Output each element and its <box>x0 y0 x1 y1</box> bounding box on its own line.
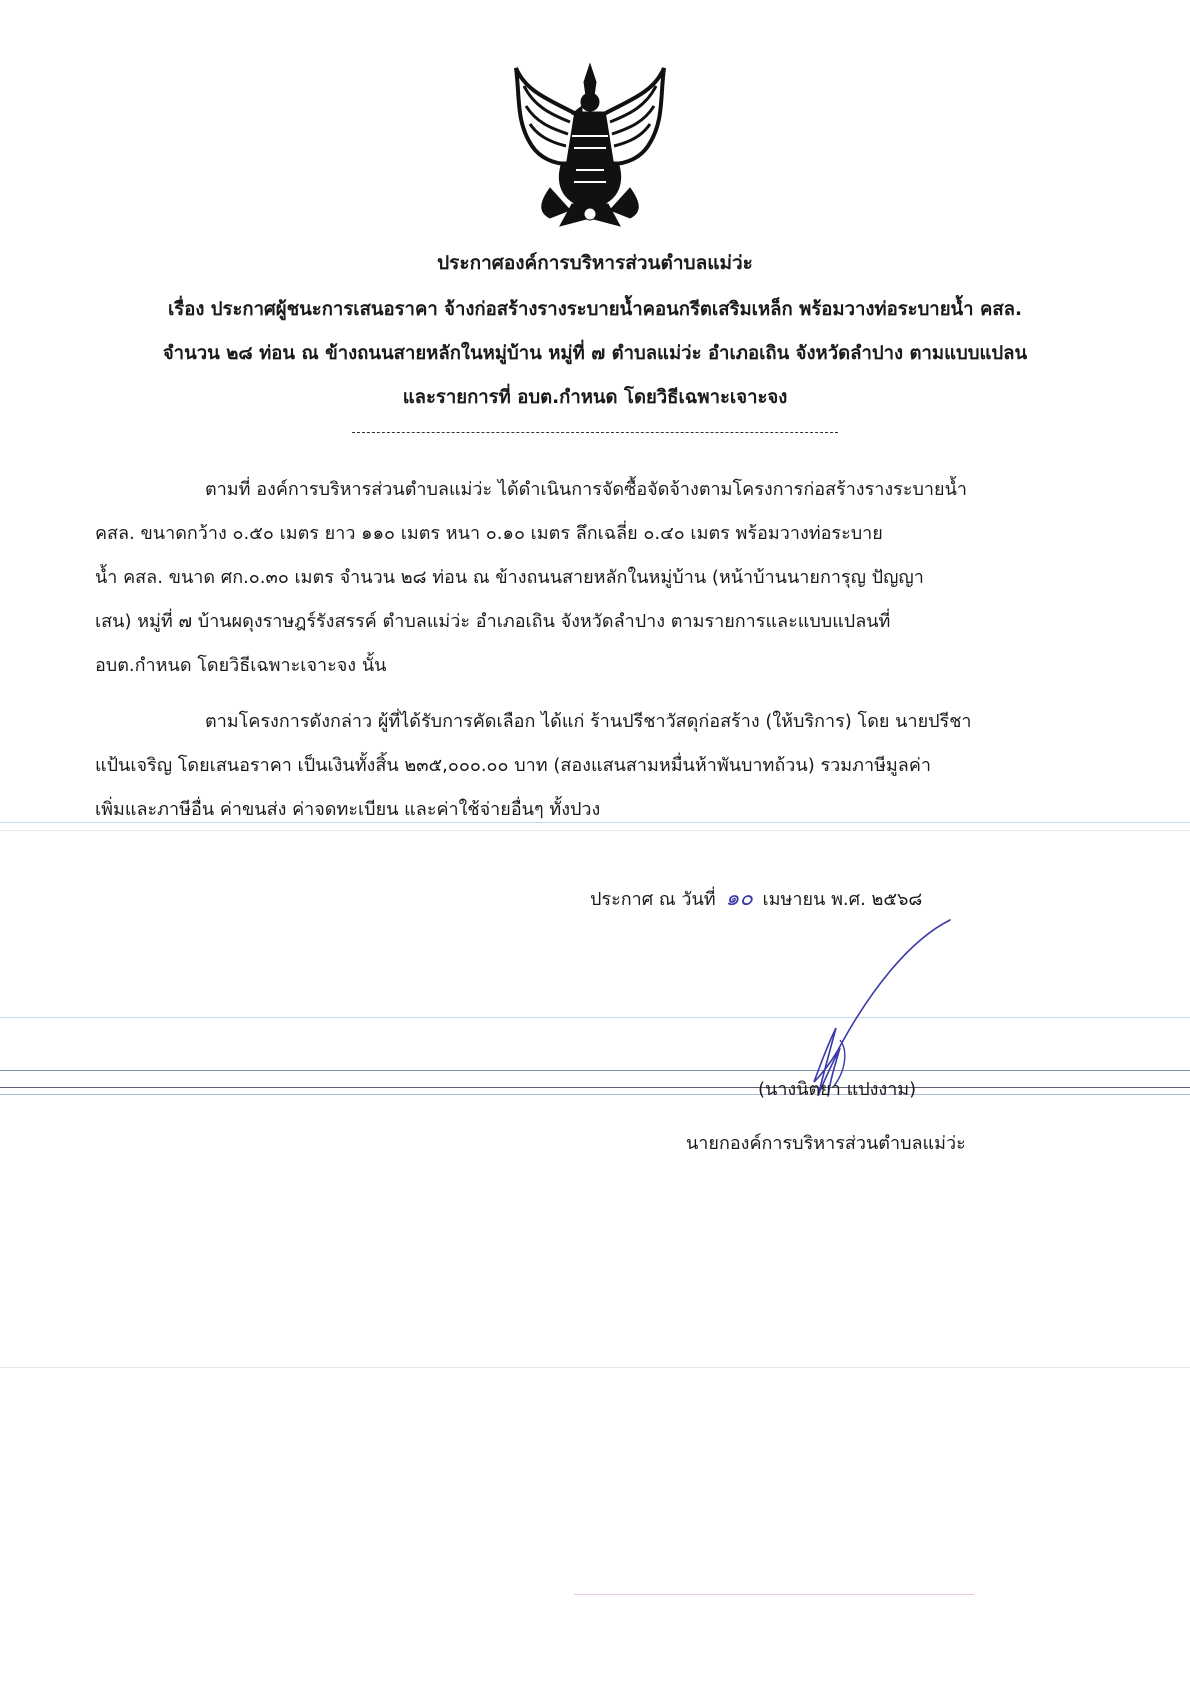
scan-line <box>0 1017 1190 1018</box>
header-divider <box>352 432 838 433</box>
scan-line <box>574 1594 974 1595</box>
paragraph-line: คสล. ขนาดกว้าง ๐.๕๐ เมตร ยาว ๑๑๐ เมตร หนา ๐.๑๐ เมตร ลึกเฉลี่ย ๐.๔๐ เมตร พร้อมวางท่อระบาย <box>95 523 883 544</box>
scan-line <box>0 1367 1190 1368</box>
paragraph-line: น้ำ คสล. ขนาด ศก.๐.๓๐ เมตร จำนวน ๒๘ ท่อน ณ ข้างถนนสายหลักในหมู่บ้าน (หน้าบ้านนายการุญ ปัญญา <box>95 567 924 588</box>
body-paragraph-1 <box>95 468 1080 688</box>
body-paragraph-2 <box>95 700 1080 832</box>
paragraph-line: เพิ่มและภาษีอื่น ค่าขนส่ง ค่าจดทะเบียน และค่าใช้จ่ายอื่นๆ ทั้งปวง <box>95 799 601 820</box>
subject-line: จำนวน ๒๘ ท่อน ณ ข้างถนนสายหลักในหมู่บ้าน หมู่ที่ ๗ ตำบลแม่ว่ะ อำเภอเถิน จังหวัดลำปาง ตามแบบแปลน <box>162 343 1028 364</box>
subject-line: เรื่อง ประกาศผู้ชนะการเสนอราคา จ้างก่อสร้างรางระบายน้ำคอนกรีตเสริมเหล็ก พร้อมวางท่อระบายน้ำ คสล. <box>167 299 1023 320</box>
paragraph-line: ตามโครงการดังกล่าว ผู้ที่ได้รับการคัดเลือก ได้แก่ ร้านปรีชาวัสดุก่อสร้าง (ให้บริการ) โดย นายปรีชา <box>205 711 972 732</box>
paragraph-line: ตามที่ องค์การบริหารส่วนตำบลแม่ว่ะ ได้ดำเนินการจัดซื้อจัดจ้างตามโครงการก่อสร้างรางระบายน้ำ <box>205 479 967 500</box>
handwritten-day: ๑๐ <box>725 886 753 911</box>
garuda-emblem-icon <box>510 62 670 230</box>
date-suffix: เมษายน พ.ศ. ๒๕๖๘ <box>762 889 923 910</box>
document-issuer: ประกาศองค์การบริหารส่วนตำบลแม่ว่ะ <box>437 252 753 274</box>
document-subject <box>60 288 1130 420</box>
subject-line: และรายการที่ อบต.กำหนด โดยวิธีเฉพาะเจาะจง <box>402 387 788 408</box>
scan-line <box>0 1094 1190 1095</box>
paragraph-line: อบต.กำหนด โดยวิธีเฉพาะเจาะจง นั้น <box>95 655 387 676</box>
paragraph-line: แป้นเจริญ โดยเสนอราคา เป็นเงินทั้งสิ้น ๒๓๕,๐๐๐.๐๐ บาท (สองแสนสามหมื่นห้าพันบาทถ้วน) รวมภาษีมูลค่า <box>95 755 931 776</box>
scan-line <box>0 1087 1190 1088</box>
signatory-title: นายกองค์การบริหารส่วนตำบลแม่ว่ะ <box>686 1133 966 1154</box>
signatory-name: (นางนิตยา แปงงาม) <box>758 1079 917 1100</box>
scan-line <box>0 1070 1190 1071</box>
paragraph-line: เสน) หมู่ที่ ๗ บ้านผดุงราษฎร์รังสรรค์ ตำบลแม่ว่ะ อำเภอเถิน จังหวัดลำปาง ตามรายการและแบบแปลนที่ <box>95 611 891 632</box>
date-prefix: ประกาศ ณ วันที่ <box>590 889 716 910</box>
